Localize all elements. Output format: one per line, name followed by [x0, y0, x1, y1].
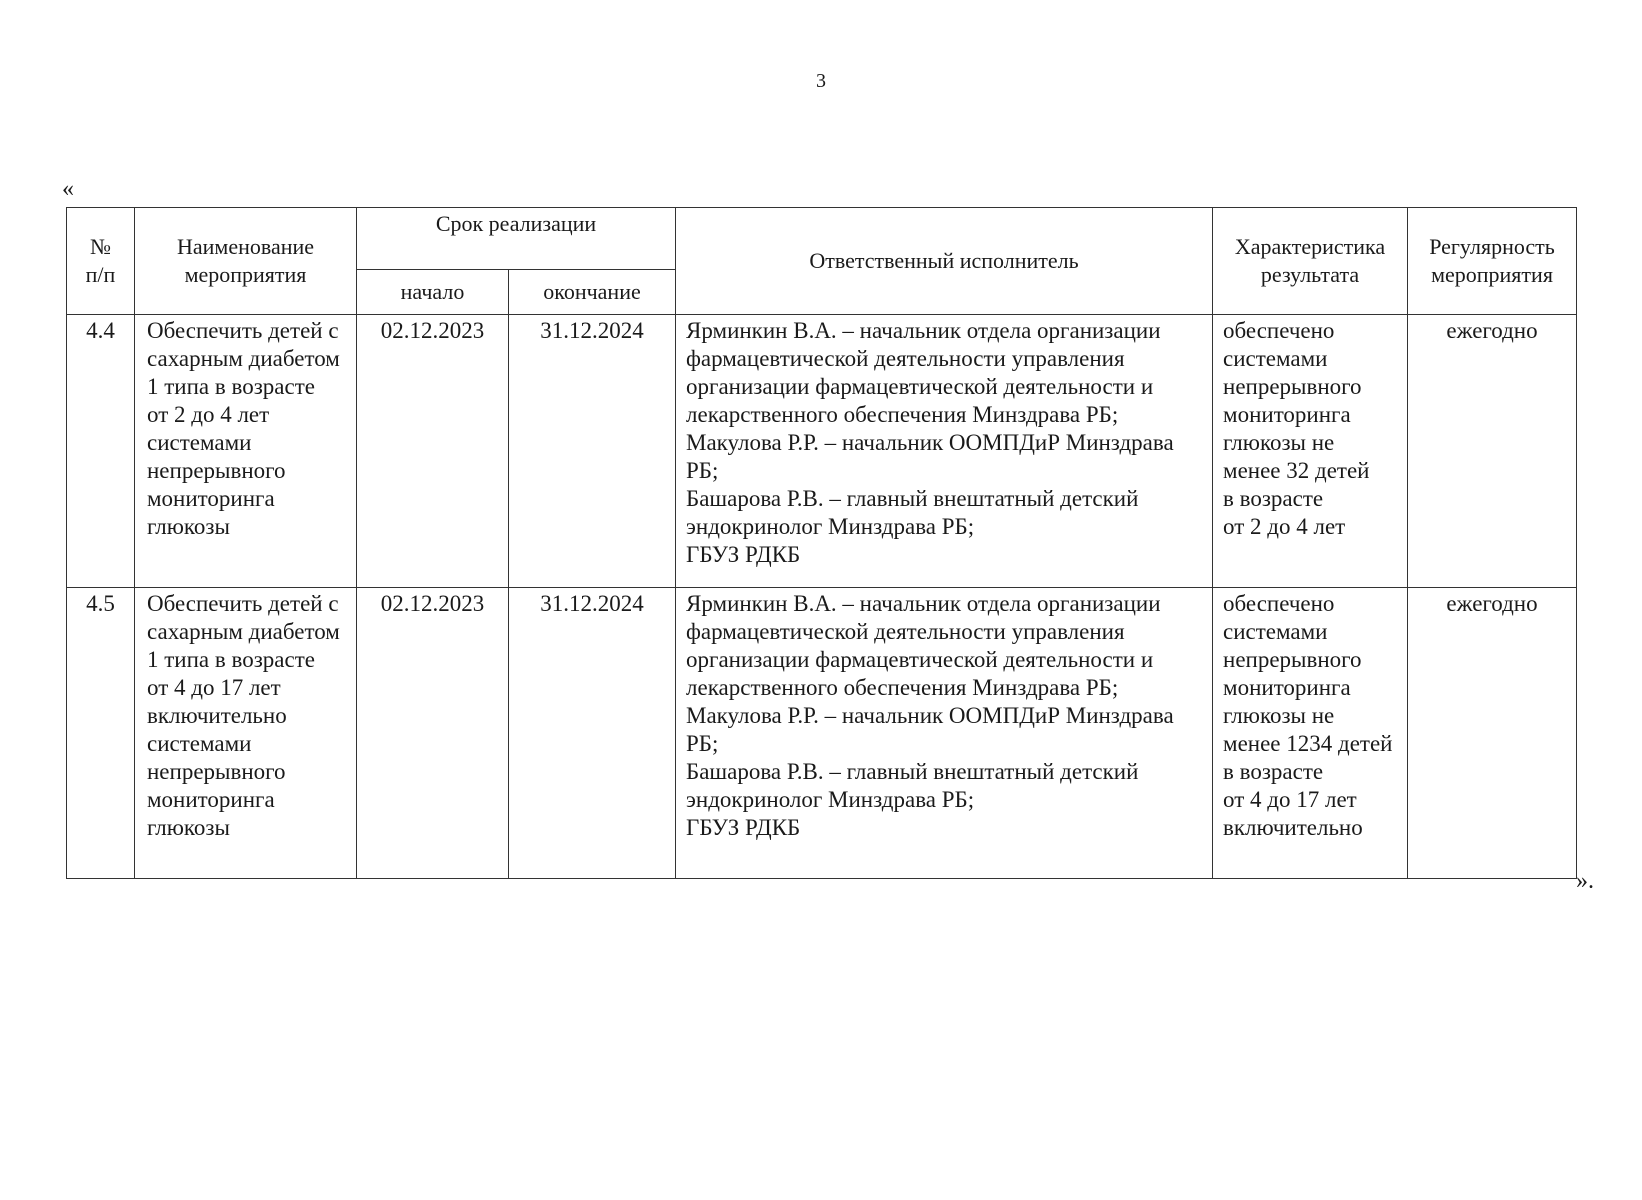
header-responsible: Ответственный исполнитель: [676, 208, 1213, 315]
responsible-line: организации фармацевтической деятельности и: [686, 374, 1154, 399]
result-line: глюкозы не: [1223, 430, 1335, 455]
header-implementation-term: Срок реализации: [357, 208, 676, 270]
header-result: [1213, 208, 1408, 315]
activity-name-line: Обеспечить детей с: [147, 591, 339, 616]
activity-name-line: мониторинга: [147, 787, 275, 812]
header-number-line: №: [90, 234, 111, 259]
result-line: системами: [1223, 619, 1328, 644]
header-activity-name: [135, 208, 357, 315]
responsible-line: лекарственного обеспечения Минздрава РБ;: [686, 675, 1119, 700]
header-regularity: [1408, 208, 1577, 315]
activity-name: [135, 315, 357, 588]
start-date: 02.12.2023: [357, 588, 509, 879]
activities-table: [66, 207, 1577, 879]
result-line: мониторинга: [1223, 675, 1351, 700]
result-line: от 2 до 4 лет: [1223, 514, 1346, 539]
page-number: 3: [816, 70, 826, 92]
header-activity-name-line: мероприятия: [184, 262, 307, 287]
responsible-line: Башарова Р.В. – главный внештатный детский: [686, 486, 1139, 511]
result-line: включительно: [1223, 815, 1363, 840]
header-result-line: результата: [1260, 262, 1360, 287]
header-start: начало: [357, 270, 509, 315]
result-characteristic: [1213, 588, 1408, 879]
activity-name-line: системами: [147, 731, 252, 756]
responsible-line: Макулова Р.Р. – начальник ООМПДиР Минздрава: [686, 430, 1174, 455]
responsible-line: РБ;: [686, 731, 719, 756]
end-date: 31.12.2024: [509, 315, 676, 588]
activity-name-line: от 4 до 17 лет: [147, 675, 281, 700]
row-number: 4.5: [67, 588, 135, 879]
table-row: [67, 588, 1577, 879]
regularity: ежегодно: [1408, 315, 1577, 588]
activity-name-line: 1 типа в возрасте: [147, 647, 315, 672]
responsible-line: Макулова Р.Р. – начальник ООМПДиР Минздрава: [686, 703, 1174, 728]
activity-name-line: Обеспечить детей с: [147, 318, 339, 343]
header-end: окончание: [509, 270, 676, 315]
responsible-line: ГБУЗ РДКБ: [686, 542, 801, 567]
activity-name-line: включительно: [147, 703, 287, 728]
activity-name-line: глюкозы: [147, 815, 230, 840]
activity-name-line: сахарным диабетом: [147, 346, 340, 371]
activity-name-line: непрерывного: [147, 458, 286, 483]
table-row: [67, 315, 1577, 588]
result-line: непрерывного: [1223, 374, 1362, 399]
responsible-executor: [676, 315, 1213, 588]
header-regularity-line: Регулярность: [1429, 234, 1555, 259]
result-line: обеспечено: [1223, 318, 1335, 343]
activity-name-line: мониторинга: [147, 486, 275, 511]
result-line: системами: [1223, 346, 1328, 371]
responsible-line: Ярминкин В.А. – начальник отдела организации: [686, 318, 1161, 343]
result-line: в возрасте: [1223, 486, 1324, 511]
activity-name-line: непрерывного: [147, 759, 286, 784]
activity-name-line: глюкозы: [147, 514, 230, 539]
result-line: обеспечено: [1223, 591, 1335, 616]
header-result-line: Характеристика: [1234, 234, 1386, 259]
start-date: 02.12.2023: [357, 315, 509, 588]
result-line: непрерывного: [1223, 647, 1362, 672]
header-number-line: п/п: [85, 262, 116, 287]
closing-quote-mark: ».: [1576, 868, 1594, 894]
responsible-line: лекарственного обеспечения Минздрава РБ;: [686, 402, 1119, 427]
activity-name-line: 1 типа в возрасте: [147, 374, 315, 399]
responsible-executor: [676, 588, 1213, 879]
result-characteristic: [1213, 315, 1408, 588]
responsible-line: фармацевтической деятельности управления: [686, 619, 1125, 644]
regularity: ежегодно: [1408, 588, 1577, 879]
responsible-line: Башарова Р.В. – главный внештатный детский: [686, 759, 1139, 784]
header-activity-name-line: Наименование: [176, 234, 315, 259]
responsible-line: РБ;: [686, 458, 719, 483]
header-number: [67, 208, 135, 315]
result-line: мониторинга: [1223, 402, 1351, 427]
header-regularity-line: мероприятия: [1431, 262, 1553, 287]
result-line: в возрасте: [1223, 759, 1324, 784]
opening-quote-mark: «: [62, 176, 74, 202]
responsible-line: ГБУЗ РДКБ: [686, 815, 801, 840]
result-line: менее 32 детей: [1223, 458, 1370, 483]
responsible-line: фармацевтической деятельности управления: [686, 346, 1125, 371]
activity-name-line: от 2 до 4 лет: [147, 402, 270, 427]
responsible-line: организации фармацевтической деятельности и: [686, 647, 1154, 672]
responsible-line: Ярминкин В.А. – начальник отдела организации: [686, 591, 1161, 616]
end-date: 31.12.2024: [509, 588, 676, 879]
result-line: глюкозы не: [1223, 703, 1335, 728]
result-line: от 4 до 17 лет: [1223, 787, 1357, 812]
responsible-line: эндокринолог Минздрава РБ;: [686, 514, 975, 539]
responsible-line: эндокринолог Минздрава РБ;: [686, 787, 975, 812]
result-line: менее 1234 детей: [1223, 731, 1393, 756]
activity-name-line: сахарным диабетом: [147, 619, 340, 644]
activity-name: [135, 588, 357, 879]
row-number: 4.4: [67, 315, 135, 588]
activity-name-line: системами: [147, 430, 252, 455]
